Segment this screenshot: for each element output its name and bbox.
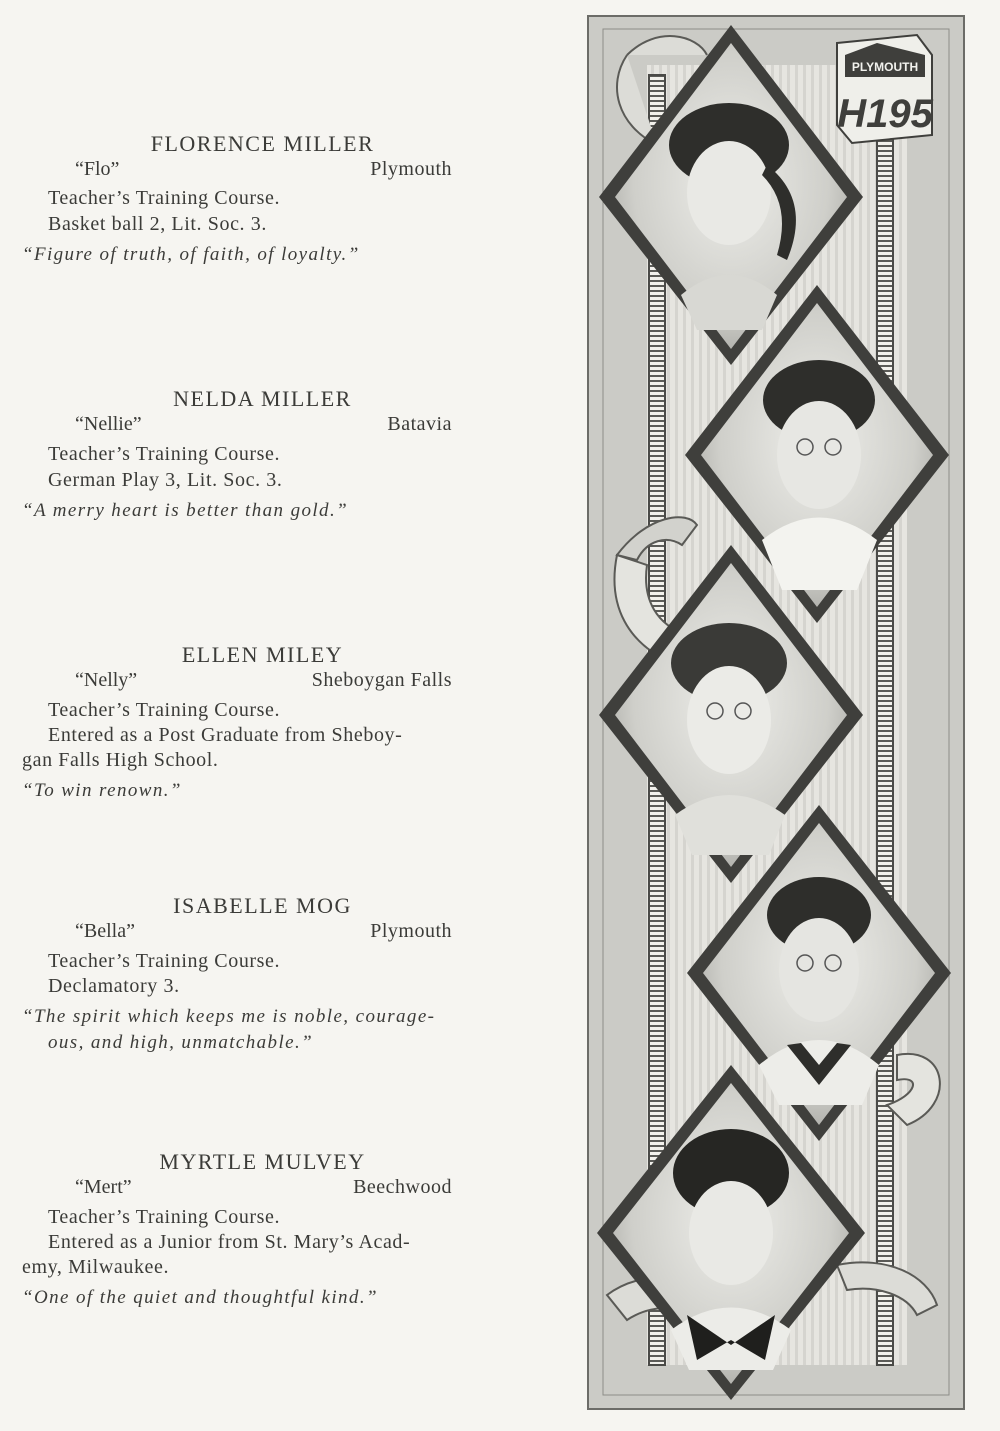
student-town: Plymouth xyxy=(370,158,452,180)
student-nickname: “Bella” xyxy=(75,920,135,942)
activity-line: Entered as a Junior from St. Mary’s Acad- xyxy=(48,1231,411,1253)
student-name: ELLEN MILEY xyxy=(181,642,344,667)
student-nickname: “Nellie” xyxy=(75,413,142,435)
student-town: Sheboygan Falls xyxy=(311,669,452,691)
portrait-panel-art xyxy=(587,15,965,1410)
student-name: MYRTLE MULVEY xyxy=(159,1149,366,1174)
activity-line: Teacher’s Training Course. xyxy=(48,187,281,209)
class-badge xyxy=(837,35,934,143)
activity-line: Declamatory 3. xyxy=(48,975,180,997)
student-quote-continued: ous, and high, unmatchable.” xyxy=(48,1032,314,1053)
student-town: Batavia xyxy=(387,413,452,435)
badge-main-text: H195 xyxy=(837,92,933,136)
activity-line: Teacher’s Training Course. xyxy=(48,443,281,465)
student-nickname: “Mert” xyxy=(75,1176,132,1198)
student-quote: “Figure of truth, of faith, of loyalty.” xyxy=(22,244,360,265)
student-town: Beechwood xyxy=(353,1176,452,1198)
badge-top-text: PLYMOUTH xyxy=(851,60,919,74)
activity-line: German Play 3, Lit. Soc. 3. xyxy=(48,469,283,491)
student-name: ISABELLE MOG xyxy=(173,893,352,918)
activity-line: Teacher’s Training Course. xyxy=(48,699,281,721)
activity-line: Teacher’s Training Course. xyxy=(48,1206,281,1228)
portrait-panel xyxy=(587,15,965,1410)
activity-line: gan Falls High School. xyxy=(22,749,219,771)
student-quote: “To win renown.” xyxy=(22,780,182,801)
student-quote: “One of the quiet and thoughtful kind.” xyxy=(22,1287,378,1308)
activity-line: Teacher’s Training Course. xyxy=(48,950,281,972)
student-quote: “A merry heart is better than gold.” xyxy=(22,500,349,521)
student-name: FLORENCE MILLER xyxy=(150,131,375,156)
activity-line: Basket ball 2, Lit. Soc. 3. xyxy=(48,213,267,235)
student-nickname: “Nelly” xyxy=(75,669,138,691)
activity-line: emy, Milwaukee. xyxy=(22,1256,170,1278)
activity-line: Entered as a Post Graduate from Sheboy- xyxy=(48,724,403,746)
student-name: NELDA MILLER xyxy=(173,386,352,411)
student-town: Plymouth xyxy=(370,920,452,942)
student-quote: “The spirit which keeps me is noble, courage- xyxy=(22,1006,436,1027)
student-nickname: “Flo” xyxy=(75,158,120,180)
